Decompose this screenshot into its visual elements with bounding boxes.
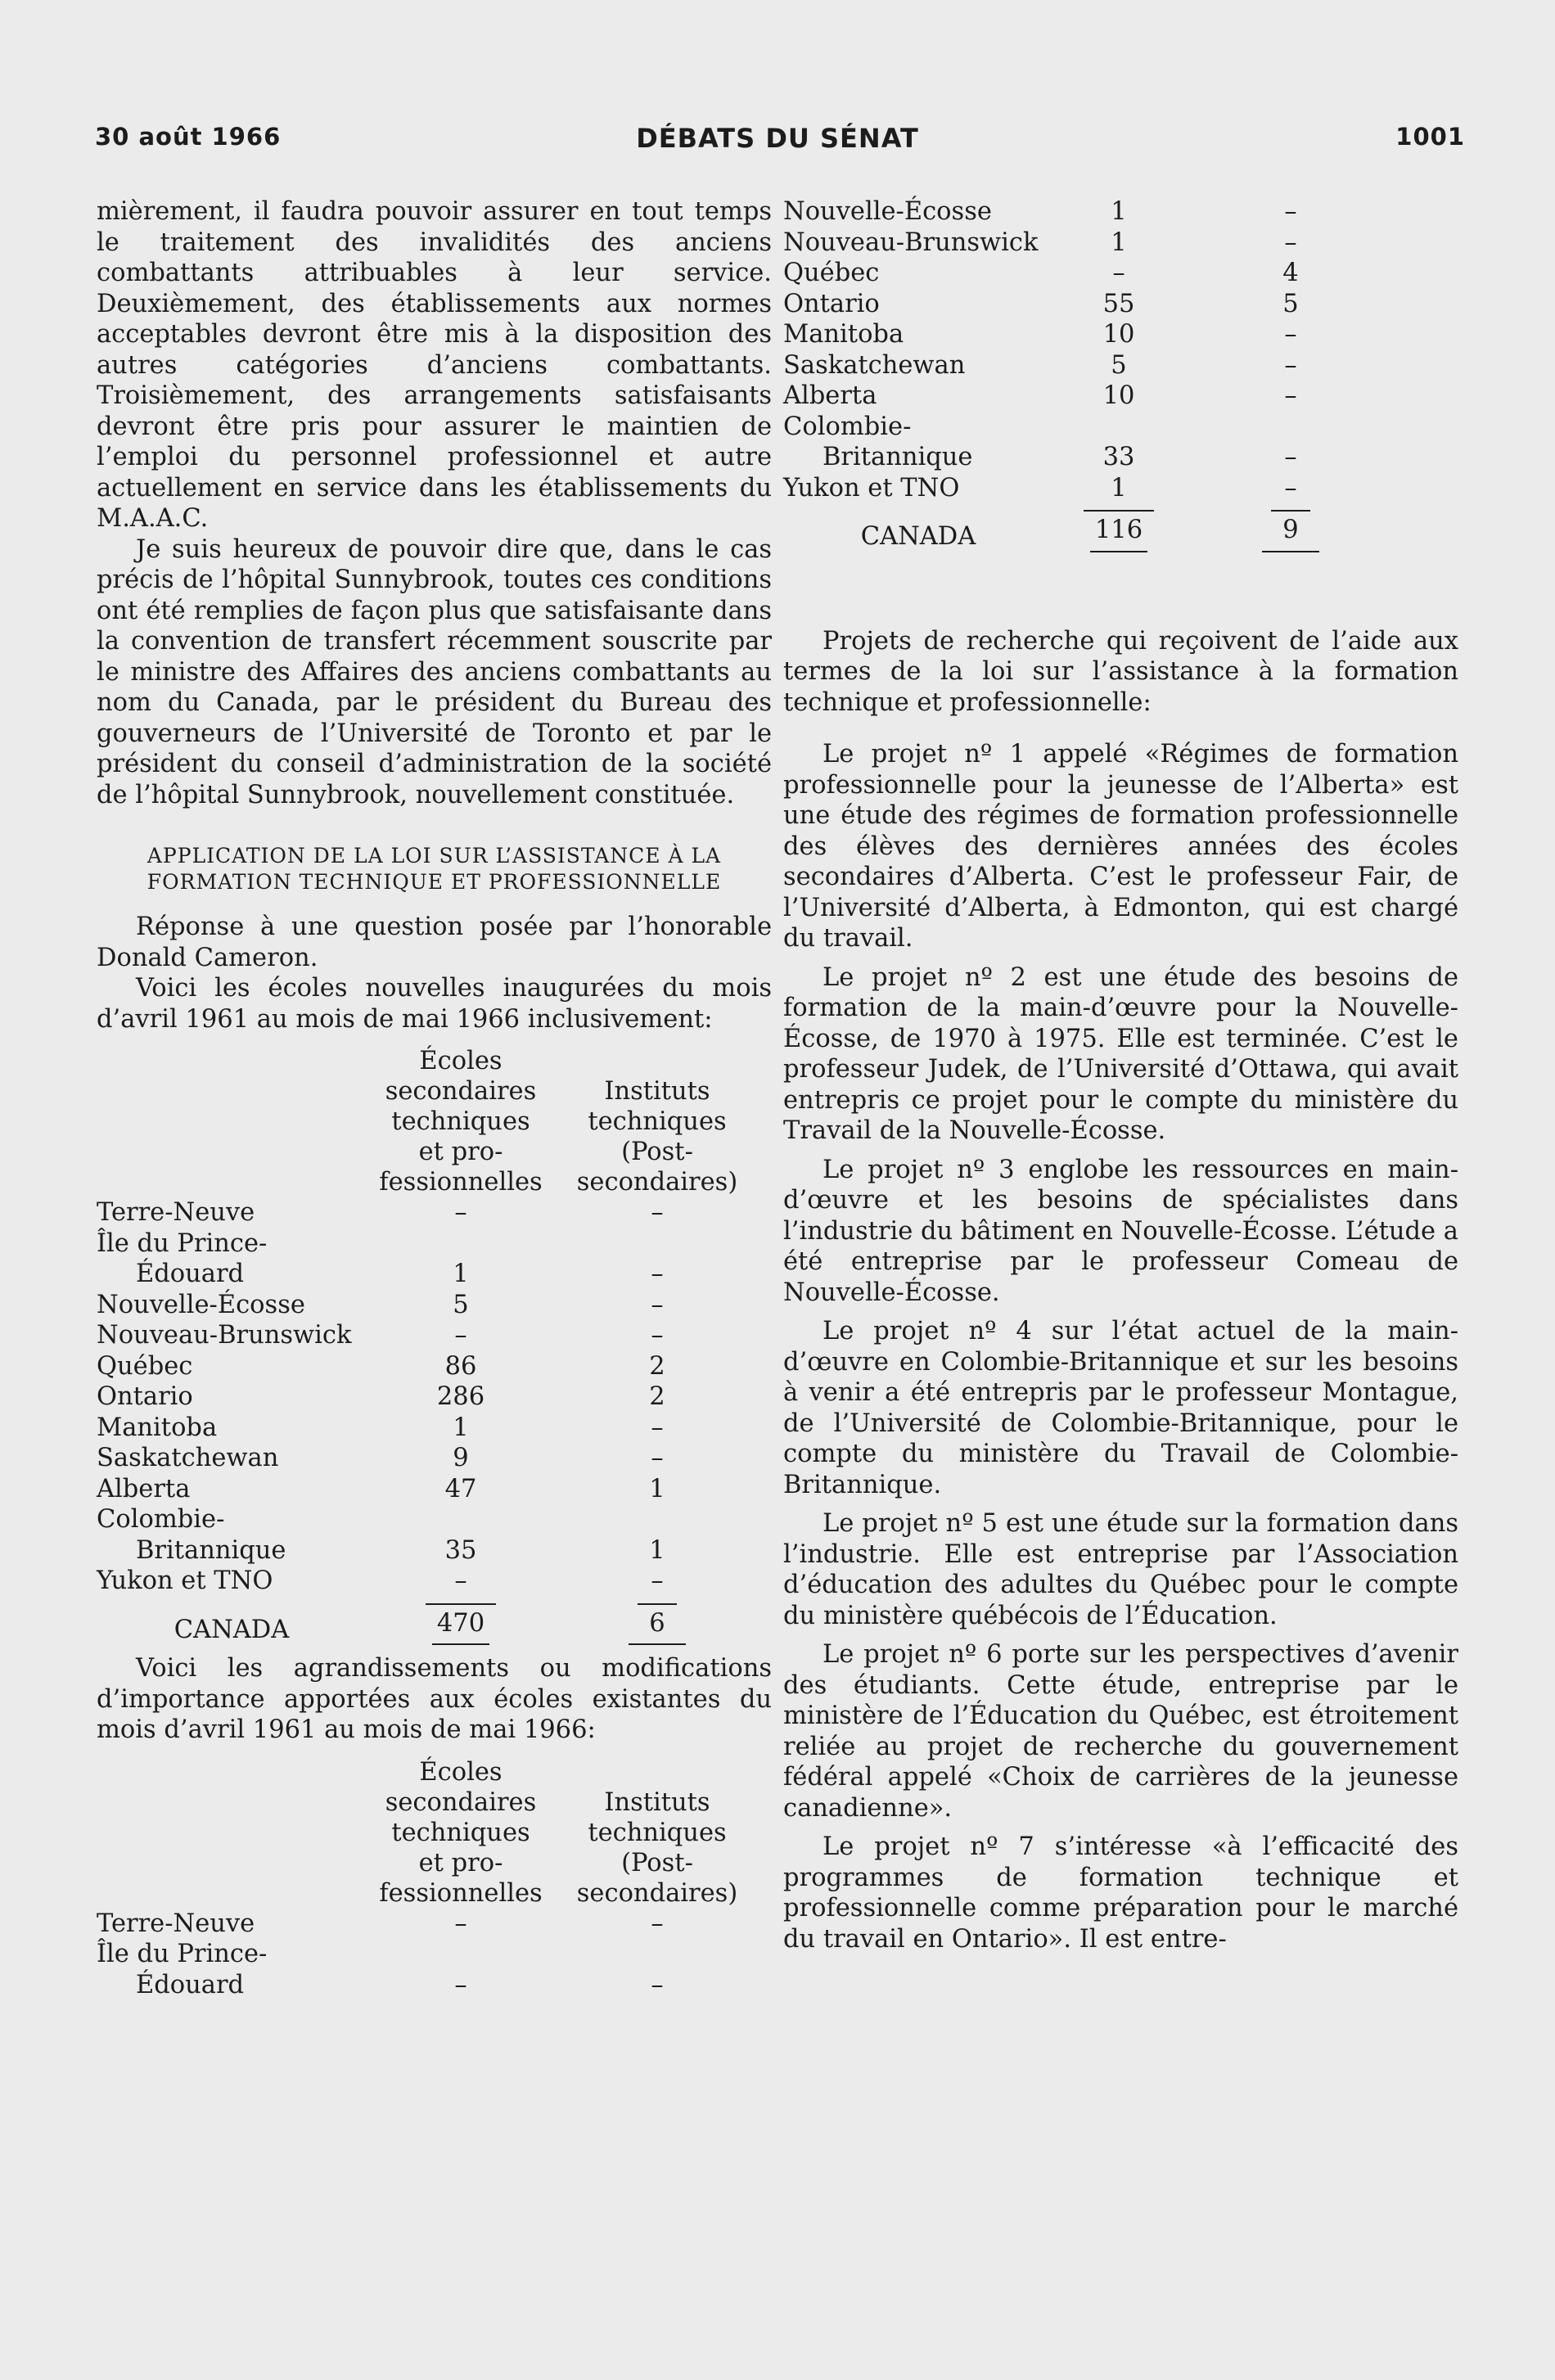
- value-schools: 1: [453, 1413, 469, 1442]
- province-name: [97, 1228, 367, 1290]
- table-row: [783, 473, 1397, 504]
- table-row: [783, 319, 1397, 350]
- schools-expanded-table-continued: [783, 196, 1458, 552]
- value-institutes: 4: [1282, 259, 1299, 287]
- table-row: [783, 412, 1397, 473]
- value-schools: 86: [444, 1351, 477, 1381]
- column-header-line: Écoles: [419, 1047, 503, 1075]
- total-label: CANADA: [860, 522, 976, 551]
- value-institutes: –: [651, 1198, 664, 1227]
- data-table: [97, 1046, 759, 1645]
- project-paragraph: Le projet nº 5 est une étude sur la formation dans l’industrie. Elle est entreprise par l’Association d’éducation des adultes du Québec pour le compte du ministère québécois de l’Éducation.: [783, 1509, 1458, 1630]
- table-row: [783, 228, 1397, 259]
- value-schools: –: [454, 1321, 467, 1350]
- value-institutes: 2: [649, 1382, 665, 1411]
- total-underline: [432, 1643, 489, 1645]
- value-schools: 47: [444, 1474, 477, 1503]
- value-schools: 35: [444, 1535, 477, 1565]
- value-institutes: 5: [1282, 289, 1299, 318]
- schools-new-table: [97, 1046, 772, 1645]
- value-institutes: –: [1284, 443, 1297, 471]
- table-row: [97, 1413, 759, 1444]
- province-name: [783, 289, 1053, 320]
- value-institutes: –: [1284, 320, 1297, 349]
- paragraph: mièrement, il faudra pouvoir assurer en tout temps le traitement des invalidités des anciens combattants attribuables à leur service. Deuxièmement, des établissements aux normes acceptables devront être mis à la disposition des autres catégories d’anciens combattants. Troisièmement, des arrangements satisfaisants devront être pris pour assurer le maintien de l’emploi du personnel professionnel et autre actuellement en service dans les établissements du M.A.A.C.: [97, 197, 772, 533]
- schools-expanded-table: [97, 1757, 772, 2001]
- province-name: [97, 1939, 367, 2000]
- table-row: [97, 1939, 759, 2000]
- column-header-line: Écoles: [419, 1757, 503, 1787]
- right-column: [783, 196, 1458, 1954]
- table-row: [97, 1197, 759, 1228]
- table-row: [97, 1290, 759, 1321]
- project-paragraph: Le projet nº 3 englobe les ressources en main-d’œuvre et les besoins de spécialistes dans l’industrie du bâtiment en Nouvelle-Écosse. L’étude a été entreprise par le professeur Comeau de Nouvelle-Écosse.: [783, 1155, 1458, 1307]
- left-column: [97, 196, 772, 2000]
- value-schools: 286: [436, 1382, 485, 1411]
- province-name-line: Manitoba: [783, 320, 904, 349]
- column-header-schools: [367, 1757, 555, 1909]
- value-institutes: –: [651, 1321, 664, 1350]
- projects-list: [783, 739, 1458, 1954]
- value-schools: 1: [1111, 197, 1127, 226]
- province-name: [783, 473, 1053, 504]
- project-paragraph: Le projet nº 7 s’intéresse «à l’efficacité des programmes de formation technique et professionnelle comme préparation pour le marché du travail en Ontario». Il est entre-: [783, 1832, 1458, 1954]
- column-header-schools: [367, 1046, 555, 1197]
- province-name-line: Terre-Neuve: [97, 1198, 255, 1227]
- province-name: [97, 1197, 367, 1228]
- table-row: [97, 1566, 759, 1597]
- total-underline: [629, 1643, 686, 1645]
- province-name: [783, 381, 1053, 412]
- paragraph: Voici les écoles nouvelles inaugurées du mois d’avril 1961 au mois de mai 1966 inclusivement:: [97, 974, 772, 1034]
- project-paragraph: Le projet nº 4 sur l’état actuel de la main-d’œuvre en Colombie-Britannique et sur les besoins à venir a été entrepris par le professeur Montague, de l’Université de Colombie-Britannique, pour le compte du ministère du Travail de Colombie-Britannique.: [783, 1317, 1458, 1499]
- value-institutes: –: [1284, 350, 1297, 380]
- province-name: [97, 1909, 367, 1940]
- table-row: [97, 1443, 759, 1474]
- total-institutes-cell: [555, 1597, 759, 1646]
- province-name: [783, 228, 1053, 259]
- column-header-line: Instituts: [604, 1077, 710, 1106]
- total-schools-cell: [1053, 503, 1184, 552]
- header-title: DÉBATS DU SÉNAT: [636, 123, 919, 154]
- table-row: [783, 289, 1397, 320]
- table-row: [783, 350, 1397, 381]
- value-institutes: –: [651, 1444, 664, 1472]
- total-underline: [1090, 551, 1147, 552]
- value-institutes: 1: [649, 1535, 665, 1565]
- province-name: [97, 1382, 367, 1413]
- column-header-institutes: [555, 1757, 759, 1909]
- column-header-institutes: [555, 1046, 759, 1197]
- province-name-line: Québec: [783, 259, 880, 287]
- province-name-line: Colombie-: [783, 412, 912, 441]
- paragraph: Réponse à une question posée par l’honorable Donald Cameron.: [97, 913, 772, 972]
- column-header-line: fessionnelles: [379, 1168, 543, 1197]
- value-schools: 9: [453, 1444, 469, 1472]
- province-name: [97, 1474, 367, 1505]
- table-row: [97, 1382, 759, 1413]
- column-header-line: fessionnelles: [379, 1878, 543, 1908]
- data-table: [783, 196, 1397, 552]
- province-name: [783, 319, 1053, 350]
- value-institutes: 2: [649, 1351, 665, 1381]
- column-header-line: (Post-: [621, 1848, 693, 1877]
- column-header-line: (Post-: [621, 1138, 693, 1166]
- value-institutes: –: [651, 1413, 664, 1442]
- project-paragraph: Le projet nº 1 appelé «Régimes de formation professionnelle pour la jeunesse de l’Alberta» est une étude des régimes de formation professionnelle des élèves des dernières années des écoles secondaires d’Alberta. C’est le professeur Fair, de l’Université d’Alberta, à Edmonton, qui est chargé du travail.: [783, 740, 1458, 953]
- table-row: [97, 1909, 759, 1940]
- province-name-line: Britannique: [823, 443, 973, 471]
- paragraph: Voici les agrandissements ou modifications d’importance apportées aux écoles existantes du mois d’avril 1961 au mois de mai 1966:: [97, 1654, 772, 1744]
- province-name-line: Yukon et TNO: [783, 473, 960, 503]
- province-name-line: Île du Prince-: [97, 1228, 268, 1258]
- column-header-row: [97, 1757, 759, 1909]
- province-name: [97, 1413, 367, 1444]
- province-name-line: Île du Prince-: [97, 1940, 268, 1968]
- column-header-line: techniques: [588, 1107, 727, 1136]
- province-name-line: Saskatchewan: [97, 1444, 279, 1472]
- value-institutes: –: [1284, 197, 1297, 226]
- province-name-line: Québec: [97, 1351, 193, 1381]
- value-institutes: 1: [649, 1474, 665, 1503]
- table-row: [783, 196, 1397, 228]
- province-name-line: Alberta: [97, 1474, 191, 1503]
- province-name-line: Nouveau-Brunswick: [783, 228, 1039, 257]
- project-paragraph: Le projet nº 6 porte sur les perspectives d’avenir des étudiants. Cette étude, entreprise par le ministère de l’Éducation du Québec, est étroitement reliée au projet de recherche du gouvernement fédéral appelé «Choix de carrières de la jeunesse canadienne».: [783, 1640, 1458, 1823]
- column-header-row: [97, 1046, 759, 1197]
- value-schools: 10: [1102, 320, 1135, 349]
- column-header-empty: [97, 1757, 367, 1909]
- column-header-line: techniques: [391, 1107, 530, 1136]
- province-name: [783, 196, 1053, 228]
- value-schools: 1: [453, 1260, 469, 1288]
- value-institutes: –: [1284, 228, 1297, 257]
- value-schools: –: [454, 1909, 467, 1938]
- value-schools: –: [454, 1566, 467, 1595]
- section-title: APPLICATION DE LA LOI SUR L’ASSISTANCE À LA FORMATION TECHNIQUE ET PROFESSIONNELLE: [146, 844, 722, 894]
- total-schools-cell: [367, 1597, 555, 1646]
- value-institutes: –: [1284, 381, 1297, 410]
- total-label: CANADA: [174, 1615, 290, 1644]
- province-name-line: Édouard: [136, 1260, 245, 1288]
- table-row: [97, 1504, 759, 1566]
- total-underline: [1262, 551, 1319, 552]
- province-name: [97, 1443, 367, 1474]
- column-header-line: techniques: [391, 1818, 530, 1847]
- total-schools: 470: [426, 1603, 496, 1639]
- province-name: [97, 1320, 367, 1351]
- column-header-line: et pro-: [418, 1848, 503, 1877]
- column-header-line: secondaires: [385, 1077, 537, 1106]
- total-institutes: 9: [1271, 510, 1309, 546]
- province-name-line: Ontario: [97, 1382, 193, 1411]
- value-institutes: –: [651, 1566, 664, 1595]
- column-header-empty: [97, 1046, 367, 1197]
- province-name: [97, 1290, 367, 1321]
- page-number: 1001: [1395, 123, 1465, 151]
- value-institutes: –: [651, 1909, 664, 1938]
- project-paragraph: Le projet nº 2 est une étude des besoins de formation de la main-d’œuvre pour la Nouvelle-Écosse, de 1970 à 1975. Elle est terminée. C’est le professeur Judek, de l’Université d’Ottawa, qui avait entrepris ce projet pour le compte du ministère du Travail de la Nouvelle-Écosse.: [783, 962, 1458, 1145]
- province-name-line: Terre-Neuve: [97, 1909, 255, 1938]
- value-schools: 1: [1111, 473, 1127, 503]
- total-institutes: 6: [638, 1603, 676, 1639]
- value-institutes: –: [651, 1970, 664, 1999]
- table-row: [783, 258, 1397, 289]
- column-header-line: Instituts: [604, 1787, 710, 1817]
- header-date: 30 août 1966: [95, 123, 282, 151]
- province-name-line: Ontario: [783, 289, 880, 318]
- total-row: [97, 1597, 759, 1646]
- province-name-line: Britannique: [136, 1535, 286, 1565]
- province-name: [97, 1504, 367, 1566]
- value-institutes: –: [651, 1260, 664, 1288]
- value-schools: –: [454, 1198, 467, 1227]
- province-name: [97, 1351, 367, 1382]
- province-name-line: Nouvelle-Écosse: [783, 197, 992, 226]
- column-header-line: secondaires): [576, 1878, 738, 1908]
- province-name: [783, 350, 1053, 381]
- province-name: [783, 412, 1053, 473]
- province-name: [783, 258, 1053, 289]
- paragraph: Projets de recherche qui reçoivent de l’aide aux termes de la loi sur l’assistance à la formation technique et professionnelle:: [783, 626, 1458, 717]
- total-schools: 116: [1084, 510, 1154, 546]
- value-institutes: –: [651, 1290, 664, 1319]
- province-name-line: Saskatchewan: [783, 350, 966, 380]
- total-institutes-cell: [1184, 503, 1397, 552]
- data-table: [97, 1757, 759, 2001]
- province-name: [97, 1566, 367, 1597]
- value-schools: 33: [1102, 443, 1135, 471]
- table-row: [97, 1351, 759, 1382]
- value-institutes: –: [1284, 473, 1297, 503]
- table-row: [97, 1474, 759, 1505]
- column-header-line: techniques: [588, 1818, 727, 1847]
- value-schools: 5: [1111, 350, 1127, 380]
- column-header-line: secondaires: [385, 1787, 537, 1817]
- province-name-line: Édouard: [136, 1970, 245, 1999]
- value-schools: 55: [1102, 289, 1135, 318]
- province-name-line: Manitoba: [97, 1413, 218, 1442]
- column-header-line: secondaires): [576, 1168, 738, 1197]
- value-schools: 1: [1111, 228, 1127, 257]
- value-schools: –: [1112, 259, 1125, 287]
- value-schools: 10: [1102, 381, 1135, 410]
- table-row: [97, 1228, 759, 1290]
- province-name-line: Colombie-: [97, 1505, 225, 1534]
- paragraph: Je suis heureux de pouvoir dire que, dans le cas précis de l’hôpital Sunnybrook, toutes ces conditions ont été remplies de façon plus que satisfaisante dans la convention de transfert récemment souscrite par le ministre des Affaires des anciens combattants au nom du Canada, par le président du Bureau des gouverneurs de l’Université de Toronto et par le président du conseil d’administration de la société de l’hôpital Sunnybrook, nouvellement constituée.: [97, 534, 772, 809]
- column-header-line: et pro-: [418, 1138, 503, 1166]
- table-row: [97, 1320, 759, 1351]
- province-name-line: Nouvelle-Écosse: [97, 1290, 305, 1319]
- province-name-line: Yukon et TNO: [97, 1566, 273, 1595]
- table-row: [783, 381, 1397, 412]
- page-header: [90, 123, 1465, 164]
- province-name-line: Alberta: [783, 381, 877, 410]
- total-row: [783, 503, 1397, 552]
- value-schools: –: [454, 1970, 467, 1999]
- province-name-line: Nouveau-Brunswick: [97, 1321, 352, 1350]
- value-schools: 5: [453, 1290, 469, 1319]
